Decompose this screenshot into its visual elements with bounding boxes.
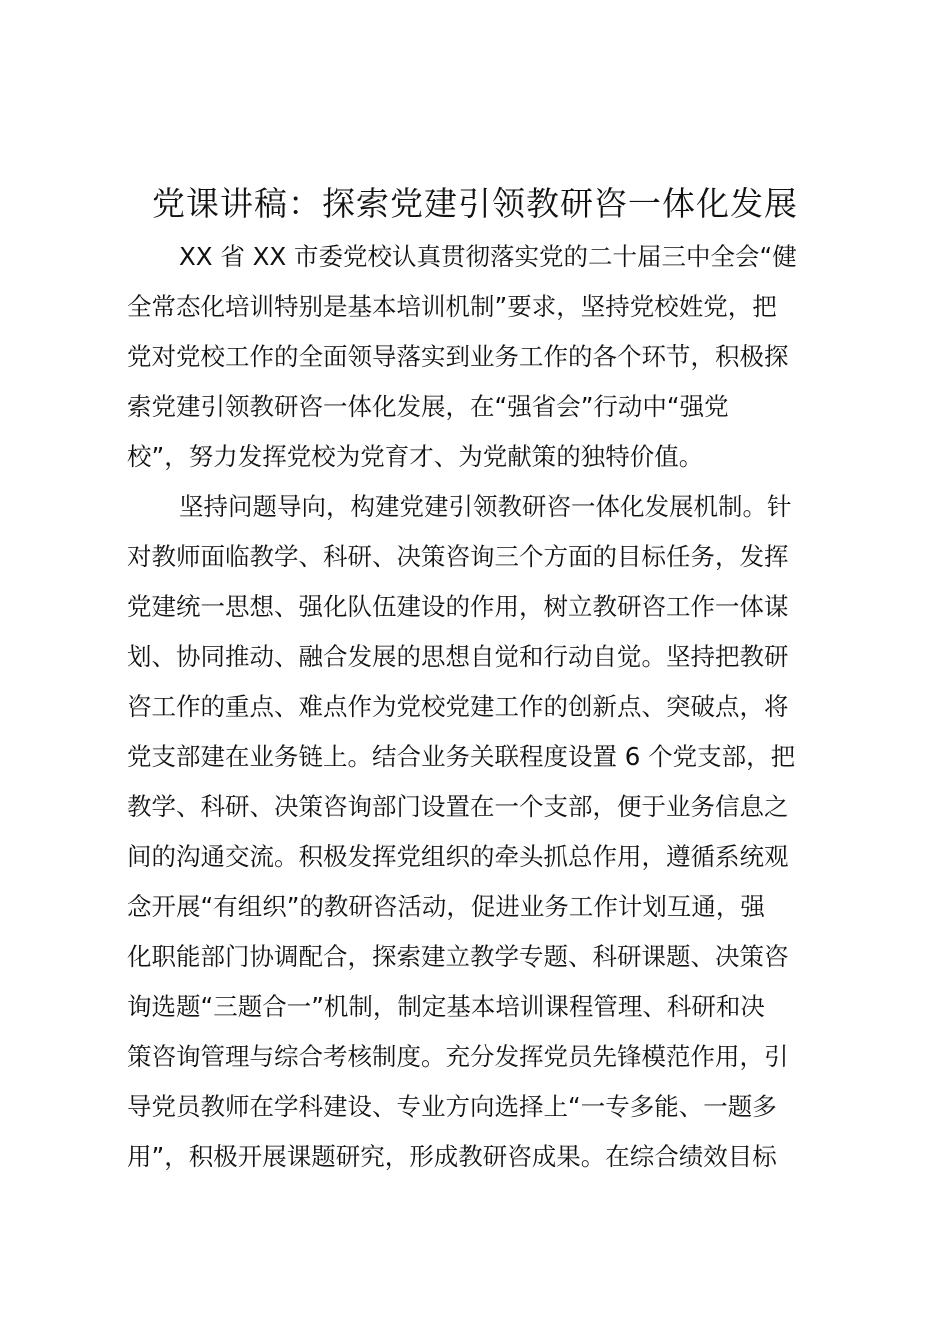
paragraph-line: 全常态化培训特别是基本培训机制”要求，坚持党校姓党，把	[127, 292, 777, 321]
paragraph-line: 党支部建在业务链上。结合业务关联程度设置 6 个党支部，把	[127, 742, 796, 771]
paragraph-line: 党建统一思想、强化队伍建设的作用，树立教研咨工作一体谋	[127, 592, 789, 621]
paragraph-line: 导党员教师在学科建设、专业方向选择上“一专多能、一题多	[127, 1092, 777, 1121]
paragraph-intro	[127, 232, 837, 482]
paragraph-line: 间的沟通交流。积极发挥党组织的牵头抓总作用，遵循系统观	[127, 842, 789, 871]
paragraph-line: 坚持问题导向，构建党建引领教研咨一体化发展机制。针	[179, 492, 792, 521]
paragraph-line: 策咨询管理与综合考核制度。充分发挥党员先锋模范作用，引	[127, 1042, 789, 1071]
paragraph-line: XX 省 XX 市委党校认真贯彻落实党的二十届三中全会“健	[179, 242, 797, 271]
paragraph-line: 询选题“三题合一”机制，制定基本培训课程管理、科研和决	[127, 992, 765, 1021]
paragraph-mechanism	[127, 482, 837, 1182]
paragraph-line: 划、协同推动、融合发展的思想自觉和行动自觉。坚持把教研	[127, 642, 789, 671]
paragraph-line: 索党建引领教研咨一体化发展，在“强省会”行动中“强党	[127, 392, 729, 421]
paragraph-line: 校”，努力发挥党校为党育才、为党献策的独特价值。	[127, 442, 704, 471]
paragraph-line: 对教师面临教学、科研、决策咨询三个方面的目标任务，发挥	[127, 542, 789, 571]
document-title: 党课讲稿：探索党建引领教研咨一体化发展	[152, 184, 798, 223]
paragraph-line: 化职能部门协调配合，探索建立教学专题、科研课题、决策咨	[127, 942, 789, 971]
paragraph-line: 党对党校工作的全面领导落实到业务工作的各个环节，积极探	[127, 342, 789, 371]
paragraph-line: 念开展“有组织”的教研咨活动，促进业务工作计划互通，强	[127, 892, 765, 921]
paragraph-line: 咨工作的重点、难点作为党校党建工作的创新点、突破点，将	[127, 692, 789, 721]
paragraph-line: 教学、科研、决策咨询部门设置在一个支部，便于业务信息之	[127, 792, 789, 821]
paragraph-line: 用”，积极开展课题研究，形成教研咨成果。在综合绩效目标	[127, 1142, 777, 1171]
